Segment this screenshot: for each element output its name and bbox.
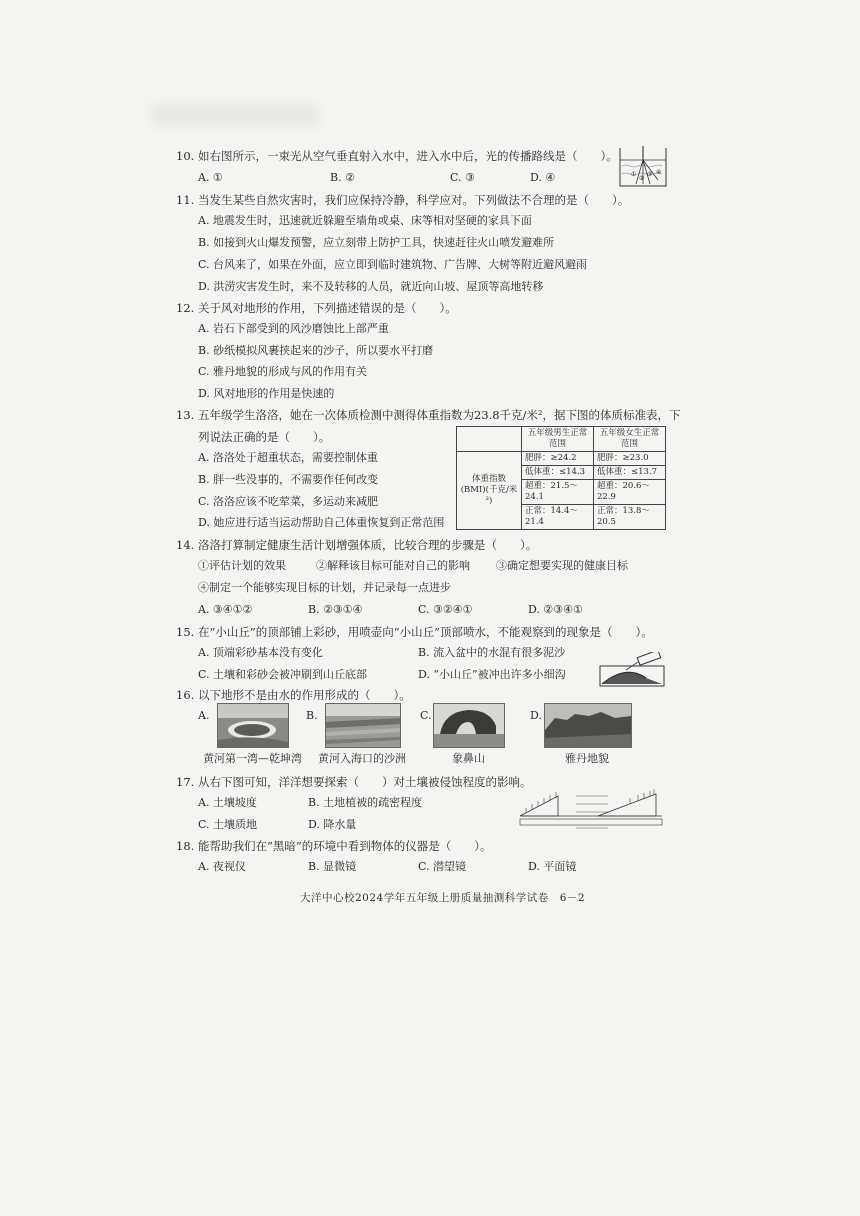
table-row-header: 体重指数(BMI)(千克/米²) [457, 452, 522, 530]
light-refraction-figure [618, 146, 668, 188]
q12-option-a: A. 岩石下部受到的风沙磨蚀比上部严重 [198, 322, 389, 335]
q15-option-b: B. 流入盆中的水混有很多泥沙 [418, 646, 566, 659]
erosion-experiment-figure [518, 786, 664, 830]
q14-step-3: ③确定想要实现的健康目标 [496, 559, 628, 572]
table-header-girl: 五年级女生正常范围 [594, 427, 666, 452]
q15-option-c: C. 土壤和彩砂会被冲刷到山丘底部 [198, 668, 368, 681]
q16-option-d: D. [530, 709, 542, 722]
q18-option-b: B. 显微镜 [308, 860, 357, 873]
q14-option-c: C. ③②④① [418, 603, 473, 616]
bmi-standard-table [456, 426, 666, 530]
photo-elephant-trunk-hill [433, 703, 505, 748]
q10-option-a: A. ① [198, 171, 223, 184]
caption-estuary: 黄河入海口的沙洲 [318, 752, 406, 765]
q13-stem-line2: 列说法正确的是（ ）。 [198, 430, 331, 444]
scan-smudge [150, 104, 320, 126]
q10-stem: 10. 如右图所示，一束光从空气垂直射入水中，进入水中后，光的传播路线是（ ）。 [176, 149, 618, 163]
q16-option-c: C. [420, 709, 432, 722]
q14-stem: 14. 洛洛打算制定健康生活计划增强体质，比较合理的步骤是（ ）。 [176, 538, 538, 552]
photo-yellow-river-bend [217, 703, 289, 748]
q13-option-a: A. 洛洛处于超重状态，需要控制体重 [198, 451, 378, 464]
q17-option-a: A. 土壤坡度 [198, 796, 257, 809]
q12-option-c: C. 雅丹地貌的形成与风的作用有关 [198, 365, 368, 378]
table-cell: 肥胖：≥24.2 [522, 452, 594, 466]
q12-stem: 12. 关于风对地形的作用，下列描述错误的是（ ）。 [176, 301, 457, 315]
table-cell: 正常：13.8～20.5 [594, 505, 666, 530]
q17-option-c: C. 土壤质地 [198, 818, 258, 831]
q14-step-2: ②解释该目标可能对自己的影响 [316, 559, 470, 572]
table-cell: 超重：20.6～22.9 [594, 480, 666, 505]
table-corner [457, 427, 522, 452]
q10-option-d: D. ④ [530, 171, 556, 184]
hill-model-figure [596, 652, 668, 688]
photo-yellow-river-estuary [325, 703, 401, 748]
q13-option-c: C. 洛洛应该不吃荤菜，多运动来减肥 [198, 495, 379, 508]
photo-yardang-landform [544, 703, 632, 748]
caption-yardang: 雅丹地貌 [565, 752, 609, 765]
q18-option-c: C. 潜望镜 [418, 860, 467, 873]
page-footer: 大洋中心校2024学年五年级上册质量抽测科学试卷 6－2 [300, 892, 586, 904]
q11-option-c: C. 台风来了，如果在外面，应立即到临时建筑物、广告牌、大树等附近避风避雨 [198, 258, 588, 271]
fig-label-4: ④ [656, 169, 662, 176]
table-cell: 低体重：≤14.3 [522, 466, 594, 480]
q11-option-a: A. 地震发生时，迅速就近躲避至墙角或桌、床等相对坚硬的家具下面 [198, 214, 532, 227]
q13-option-b: B. 胖一些没事的，不需要作任何改变 [198, 473, 379, 486]
q15-option-d: D. “小山丘”被冲出许多小细沟 [418, 668, 566, 681]
table-cell: 肥胖：≥23.0 [594, 452, 666, 466]
q12-option-d: D. 风对地形的作用是快速的 [198, 387, 335, 400]
q18-stem: 18. 能帮助我们在“黑暗”的环境中看到物体的仪器是（ ）。 [176, 839, 492, 853]
q14-step-1: ①评估计划的效果 [198, 559, 286, 572]
q11-stem: 11. 当发生某些自然灾害时，我们应保持冷静，科学应对。下列做法不合理的是（ ）。 [176, 193, 630, 207]
q14-step-4: ④制定一个能够实现目标的计划，并记录每一点进步 [198, 581, 451, 594]
q12-option-b: B. 砂纸模拟风裹挟起来的沙子，所以要水平打磨 [198, 344, 434, 357]
fig-label-1: ① [631, 171, 637, 178]
caption-elephant-trunk-hill: 象鼻山 [452, 752, 485, 765]
fig-label-3: ③ [647, 171, 653, 178]
q14-option-d: D. ②③④① [528, 603, 583, 616]
table-cell: 超重：21.5～24.1 [522, 480, 594, 505]
q14-option-a: A. ③④①② [198, 603, 253, 616]
q11-option-d: D. 洪涝灾害发生时，来不及转移的人员，就近向山坡、屋顶等高地转移 [198, 280, 544, 293]
q11-option-b: B. 如接到火山爆发预警，应立刻带上防护工具，快速赶往火山喷发避难所 [198, 236, 555, 249]
q18-option-a: A. 夜视仪 [198, 860, 246, 873]
q18-option-d: D. 平面镜 [528, 860, 577, 873]
caption-yellow-river-bend: 黄河第一湾—乾坤湾 [203, 752, 302, 765]
table-header-boy: 五年级男生正常范围 [522, 427, 594, 452]
q15-option-a: A. 顶端彩砂基本没有变化 [198, 646, 323, 659]
table-cell: 正常：14.4～21.4 [522, 505, 594, 530]
table-cell: 低体重：≤13.7 [594, 466, 666, 480]
q13-option-d: D. 她应进行适当运动帮助自己体重恢复到正常范围 [198, 516, 445, 529]
q17-stem: 17. 从右下图可知，洋洋想要探索（ ）对土壤被侵蚀程度的影响。 [176, 775, 532, 789]
q13-stem-line1: 13. 五年级学生洛洛，她在一次体质检测中测得体重指数为23.8千克/米²，据下图的体质标准表，下 [176, 408, 681, 422]
fig-label-2: ② [639, 175, 645, 182]
q17-option-d: D. 降水量 [308, 818, 357, 831]
q16-stem: 16. 以下地形不是由水的作用形成的（ ）。 [176, 688, 411, 702]
q17-option-b: B. 土地植被的疏密程度 [308, 796, 423, 809]
q14-option-b: B. ②③①④ [308, 603, 363, 616]
q10-option-c: C. ③ [450, 171, 475, 184]
q16-option-b: B. [306, 709, 318, 722]
q16-option-a: A. [198, 709, 210, 722]
q10-option-b: B. ② [330, 171, 355, 184]
q15-stem: 15. 在“小山丘”的顶部铺上彩砂，用喷壶向“小山丘”顶部喷水，不能观察到的现象是（ ）。 [176, 625, 653, 639]
